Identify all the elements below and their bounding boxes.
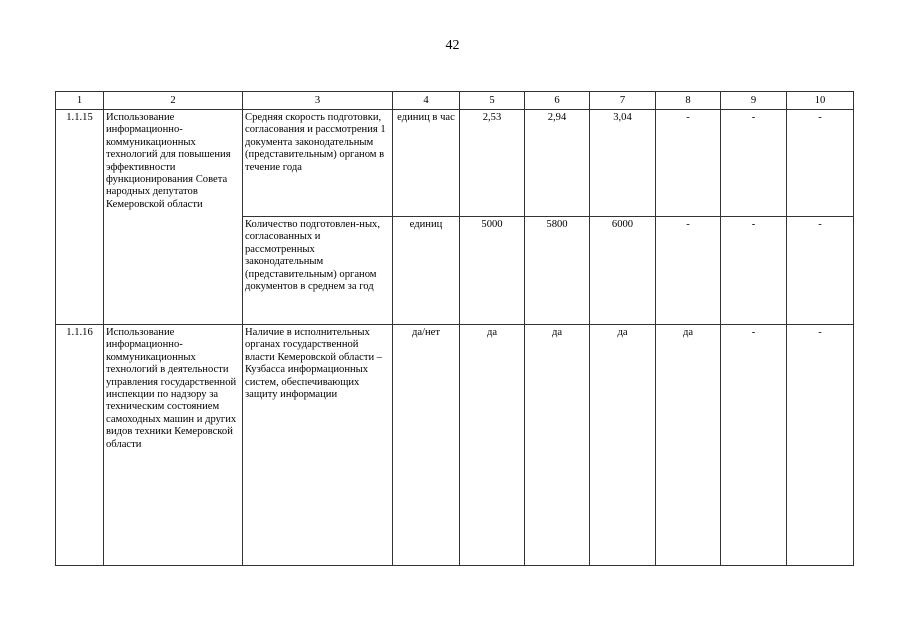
header-cell: 1 [56, 92, 104, 110]
table-row [56, 110, 854, 217]
row-number: 1.1.16 [56, 325, 104, 566]
value-cell: 3,04 [590, 110, 656, 217]
value-cell: 5800 [525, 217, 590, 325]
indicator-text: Количество подготовлен-ных, согласованных и рассмотренных законодательным (представительным) органом документов в среднем за год [243, 217, 393, 325]
header-cell: 7 [590, 92, 656, 110]
value-cell: - [656, 217, 721, 325]
value-cell: - [787, 110, 854, 217]
value-cell: - [721, 110, 787, 217]
value-cell: 5000 [460, 217, 525, 325]
header-cell: 6 [525, 92, 590, 110]
indicator-text: Наличие в исполнительных органах государственной власти Кемеровской области – Кузбасса информационных систем, обеспечивающих защиту информации [243, 325, 393, 566]
value-cell: - [656, 110, 721, 217]
table-row [56, 325, 854, 566]
value-cell: - [787, 217, 854, 325]
row-number: 1.1.15 [56, 110, 104, 325]
header-cell: 10 [787, 92, 854, 110]
header-cell: 8 [656, 92, 721, 110]
value-cell: 2,94 [525, 110, 590, 217]
table-header-row [56, 92, 854, 110]
header-cell: 5 [460, 92, 525, 110]
value-cell: да [525, 325, 590, 566]
indicator-table [55, 91, 854, 566]
activity-name: Использование информационно-коммуникационных технологий для повышения эффективности функционирования Совета народных депутатов Кемеровской области [104, 110, 243, 325]
unit-cell: единиц в час [393, 110, 460, 217]
page-number: 42 [445, 38, 460, 53]
header-cell: 4 [393, 92, 460, 110]
header-cell: 3 [243, 92, 393, 110]
value-cell: - [721, 325, 787, 566]
value-cell: да [590, 325, 656, 566]
value-cell: да [656, 325, 721, 566]
unit-cell: единиц [393, 217, 460, 325]
value-cell: - [787, 325, 854, 566]
header-cell: 9 [721, 92, 787, 110]
unit-cell: да/нет [393, 325, 460, 566]
activity-name: Использование информационно-коммуникационных технологий в деятельности управления государственной инспекции по надзору за техническим состоянием самоходных машин и других видов техники Кемеровской области [104, 325, 243, 566]
value-cell: 6000 [590, 217, 656, 325]
value-cell: да [460, 325, 525, 566]
header-cell: 2 [104, 92, 243, 110]
value-cell: - [721, 217, 787, 325]
value-cell: 2,53 [460, 110, 525, 217]
indicator-text: Средняя скорость подготовки, согласования и рассмотрения 1 документа законодательным (представительным) органом в течение года [243, 110, 393, 217]
